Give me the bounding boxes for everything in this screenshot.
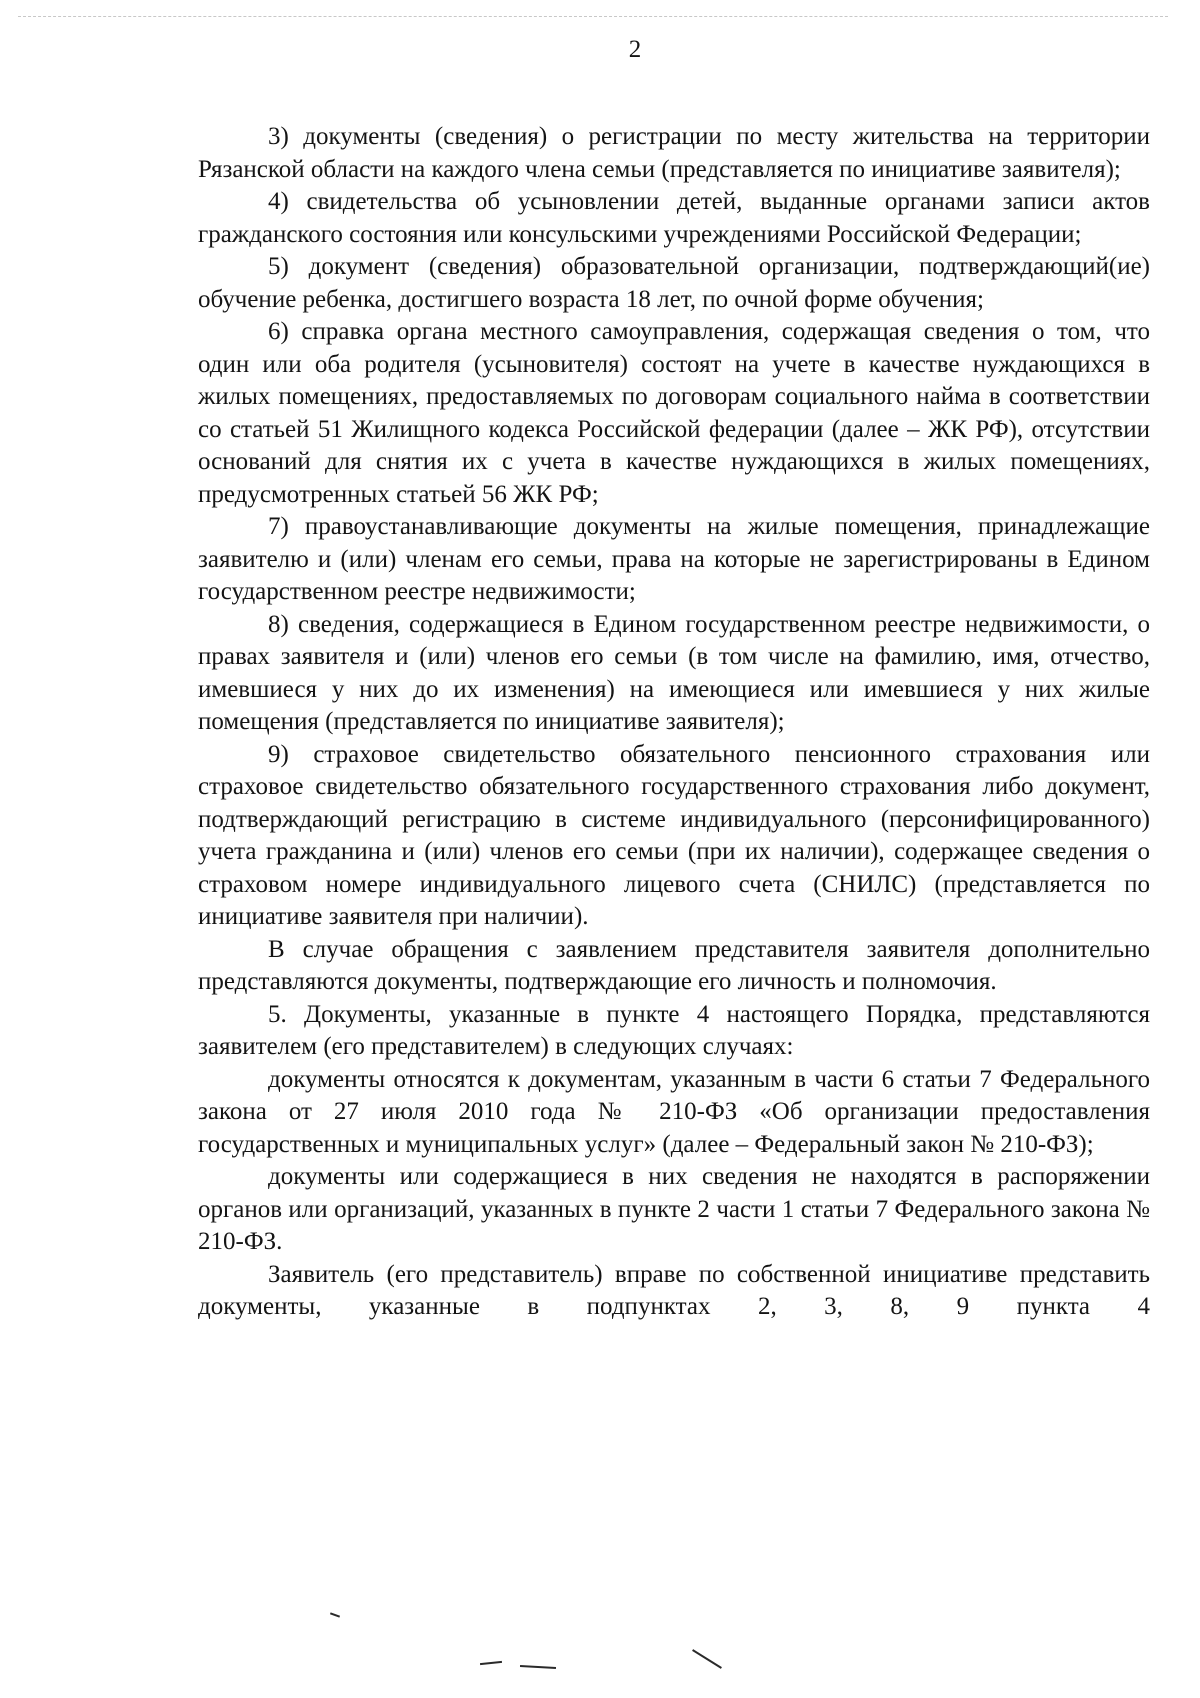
paragraph-item-3: 3) документы (сведения) о регистрации по месту жительства на территории Рязанской области на каждого члена семьи (представляется по инициативе заявителя); xyxy=(198,123,1150,183)
paragraph-item-7: 7) правоустанавливающие документы на жилые помещения, принадлежащие заявителю и (или) членам его семьи, права на которые не зарегистрированы в Едином государственном реестре недвижимости; xyxy=(198,513,1150,605)
paragraph-item-8: 8) сведения, содержащиеся в Едином государственном реестре недвижимости, о правах заявителя и (или) членов его семьи (в том числе на фамилию, имя, отчество, имевшиеся у них до их изменения) на имеющиеся или имевшиеся у них жилые помещения (представляется по инициативе заявителя); xyxy=(198,610,1150,735)
paragraph-case-2: документы или содержащиеся в них сведения не находятся в распоряжении органов или организаций, указанных в пункте 2 части 1 статьи 7 Федерального закона № 210-ФЗ. xyxy=(198,1163,1150,1255)
scan-artifact xyxy=(330,1612,340,1617)
paragraph-item-9: 9) страховое свидетельство обязательного пенсионного страхования или страховое свидетельство обязательного государственного страхования либо документ, подтверждающий регистрацию в системе индивидуального (персонифицированного) учета гражданина и (или) членов его семьи (при их наличии), содержащее сведения о страховом номере индивидуального лицевого счета (СНИЛС) (представляется по инициативе заявителя при наличии). xyxy=(198,740,1150,930)
scan-artifact xyxy=(480,1661,502,1665)
paragraph-clause-5: 5. Документы, указанные в пункте 4 настоящего Порядка, представляются заявителем (его представителем) в следующих случаях: xyxy=(198,1000,1150,1060)
paragraph-case-1: документы относятся к документам, указанным в части 6 статьи 7 Федерального закона от 27 июля 2010 года № 210-ФЗ «Об организации предоставления государственных и муниципальных услуг» (далее – Федеральный закон № 210-ФЗ); xyxy=(198,1065,1150,1158)
scan-artifact xyxy=(520,1665,556,1669)
paragraph-item-5: 5) документ (сведения) образовательной организации, подтверждающий(ие) обучение ребенка, достигшего возраста 18 лет, по очной форме обучения; xyxy=(198,253,1150,313)
scan-artifact xyxy=(692,1649,722,1669)
page-edge xyxy=(18,16,1168,17)
paragraph-item-6: 6) справка органа местного самоуправления, содержащая сведения о том, что один или оба родителя (усыновителя) состоят на учете в качестве нуждающихся в жилых помещениях, предоставляемых по договорам социального найма в соответствии со статьей 51 Жилищного кодекса Российской федерации (далее – ЖК РФ), отсутствии оснований для снятия их с учета в качестве нуждающихся в жилых помещениях, предусмотренных статьей 56 ЖК РФ; xyxy=(198,318,1150,508)
paragraph-own-initiative: Заявитель (его представитель) вправе по собственной инициативе представить документы, указанные в подпунктах 2, 3, 8, 9 пункта 4 xyxy=(198,1260,1150,1320)
document-body xyxy=(198,121,1150,1324)
paragraph-representative: В случае обращения с заявлением представителя заявителя дополнительно представляются документы, подтверждающие его личность и полномочия. xyxy=(198,935,1150,995)
paragraph-item-4: 4) свидетельства об усыновлении детей, выданные органами записи актов гражданского состояния или консульскими учреждениями Российской Федерации; xyxy=(198,188,1150,248)
page-number: 2 xyxy=(628,36,642,63)
